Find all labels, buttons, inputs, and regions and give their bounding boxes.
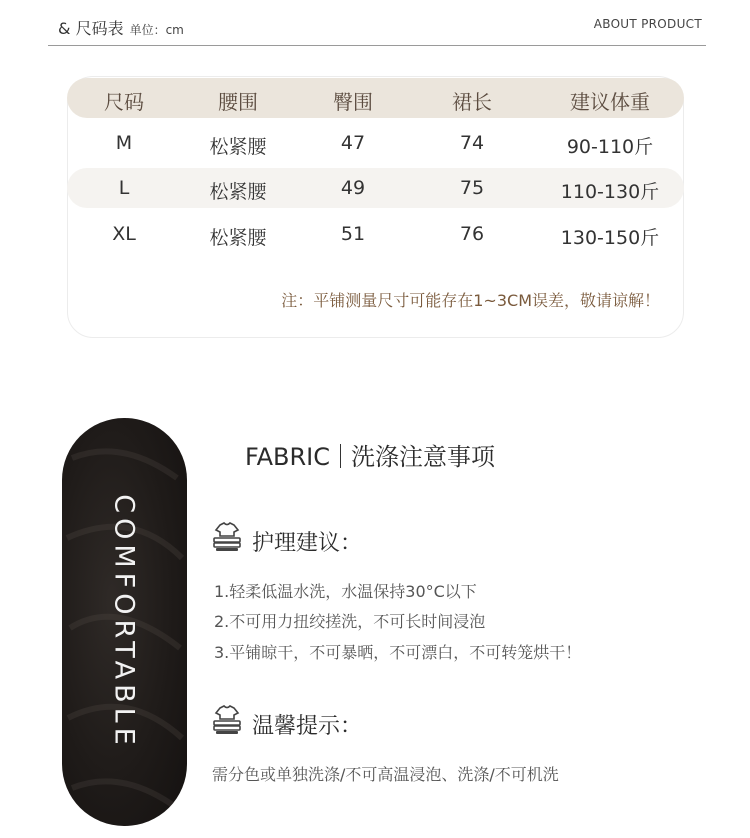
header-divider [48,45,706,46]
title-separator [340,444,341,468]
column-header-hip: 臀围 [333,90,373,114]
column-header-waist: 腰围 [218,90,258,114]
care-item: 3.平铺晾干，不可暴晒，不可漂白，不可转笼烘干！ [214,643,582,662]
about-product-label: ABOUT PRODUCT [593,17,702,31]
shirt-pile-icon [210,705,244,739]
comfortable-vertical-text: COMFORTABLE [108,494,140,750]
table-cell: L [118,177,130,199]
warm-tips-title: 温馨提示： [252,714,363,739]
table-cell: 松紧腰 [209,136,267,158]
table-cell: 49 [340,177,366,199]
table-cell: 76 [459,223,485,245]
table-cell: 110-130斤 [560,181,660,203]
size-chart-title: & 尺码表 [58,19,124,38]
table-cell: 松紧腰 [209,227,267,249]
table-cell: 74 [459,132,485,154]
table-cell: 51 [340,223,366,245]
column-header-weight: 建议体重 [570,90,650,114]
care-advice-title: 护理建议： [252,531,363,556]
table-cell: 90-110斤 [566,136,654,158]
warm-tips-text: 需分色或单独洗涤/不可高温浸泡、洗涤/不可机洗 [212,765,559,784]
fabric-title-en: FABRIC [245,443,330,471]
table-cell: 松紧腰 [209,181,267,203]
table-cell: 75 [459,177,485,199]
shirt-pile-icon [210,522,244,556]
size-chart-heading [58,16,184,39]
table-cell: 130-150斤 [560,227,660,249]
fabric-title-cn: 洗涤注意事项 [351,443,495,471]
unit-label: 单位：cm [129,23,184,37]
column-header-size: 尺码 [104,90,144,114]
measurement-note: 注：平铺测量尺寸可能存在1~3CM误差，敬请谅解！ [281,291,660,310]
care-item: 1.轻柔低温水洗，水温保持30°C以下 [214,582,477,601]
table-cell: M [115,132,133,154]
care-item: 2.不可用力扭绞搓洗，不可长时间浸泡 [214,612,486,631]
table-cell: XL [112,223,136,245]
column-header-length: 裙长 [452,90,492,114]
fabric-section-title [245,437,495,472]
table-cell: 47 [340,132,366,154]
